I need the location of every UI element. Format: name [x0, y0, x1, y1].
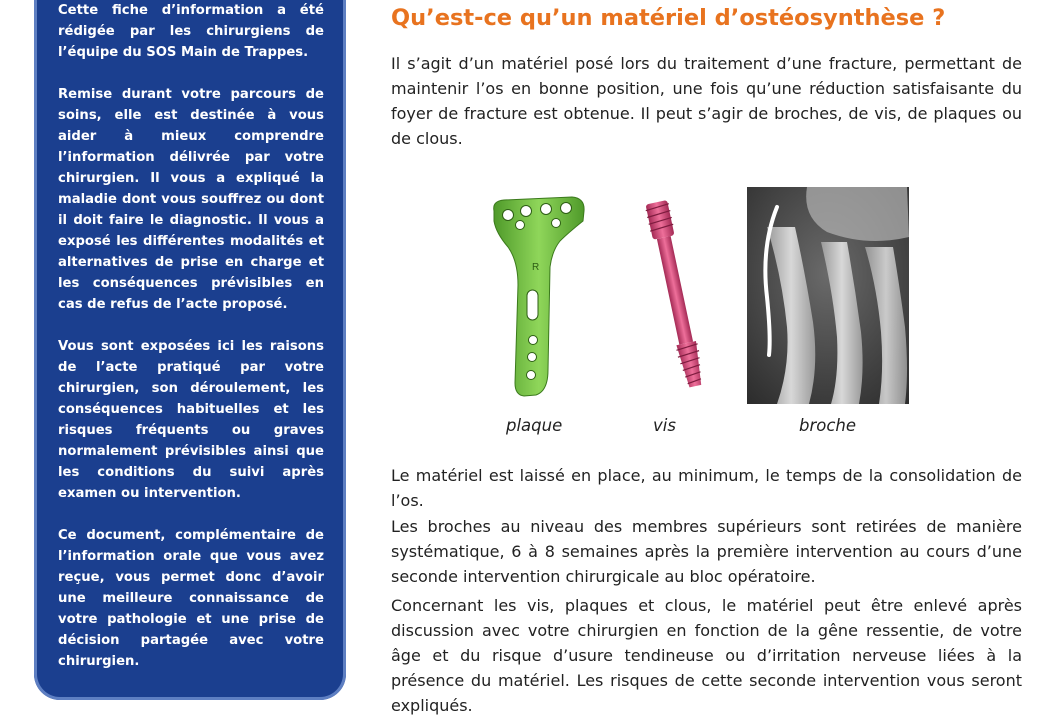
body-paragraph: Les broches au niveau des membres supérieurs sont retirées de manière systématique, 6 à 8 semaines après la première intervention au cours d’une seconde intervention chirurgicale au bloc opératoire.: [391, 517, 1022, 586]
caption-vis: vis: [653, 416, 676, 435]
caption-plaque: plaque: [506, 416, 563, 435]
xray-broche-image: [747, 187, 909, 404]
intro-paragraph: Il s’agit d’un matériel posé lors du traitement d’une fracture, permettant de maintenir l’os en bonne position, une fois qu’une réduction satisfaisante du foyer de fracture est obtenue. Il peut s’agir de broches, de vis, de plaques ou de clous.: [391, 54, 1022, 148]
body-paragraph: Concernant les vis, plaques et clous, le matériel peut être enlevé après discussion avec votre chirurgien en fonction de la gêne ressentie, de votre âge et du risque d’usure tendineuse ou d’irritation nerveuse liées à la présence du matériel. Les risques de cette seconde intervention vous seront expliqués.: [391, 596, 1022, 715]
plate-mark: R: [532, 262, 540, 273]
sidebar-paragraph: Cette fiche d’information a été rédigée par les chirurgiens de l’équipe du SOS Main de Trappes.: [58, 3, 324, 60]
info-sidebar: [34, 0, 346, 700]
sidebar-paragraph: Vous sont exposées ici les raisons de l’acte pratiqué par votre chirurgien, son déroulement, les conséquences habituelles et les risques fréquents ou graves normalement prévisibles ainsi que les conditions du suivi après examen ou intervention.: [58, 339, 324, 501]
caption-broche: broche: [799, 416, 857, 435]
plate-image: [488, 195, 588, 405]
page-title: Qu’est-ce qu’un matériel d’ostéosynthèse ?: [391, 5, 946, 31]
screw-image: [632, 196, 722, 394]
body-paragraph: Le matériel est laissé en place, au minimum, le temps de la consolidation de l’os.: [391, 466, 1022, 510]
sidebar-paragraph: Remise durant votre parcours de soins, elle est destinée à vous aider à mieux comprendre l’information délivrée par votre chirurgien. Il vous a expliqué la maladie dont vous souffrez ou dont il doit faire le diagnostic. Il vous a exposé les différentes modalités et alternatives de prise en charge et les conséquences prévisibles en cas de refus de l’acte proposé.: [58, 87, 324, 312]
sidebar-paragraph: Ce document, complémentaire de l’information orale que vous avez reçue, vous permet donc d’avoir une meilleure connaissance de votre pathologie et une prise de décision partagée avec votre chirurgien.: [58, 528, 324, 669]
